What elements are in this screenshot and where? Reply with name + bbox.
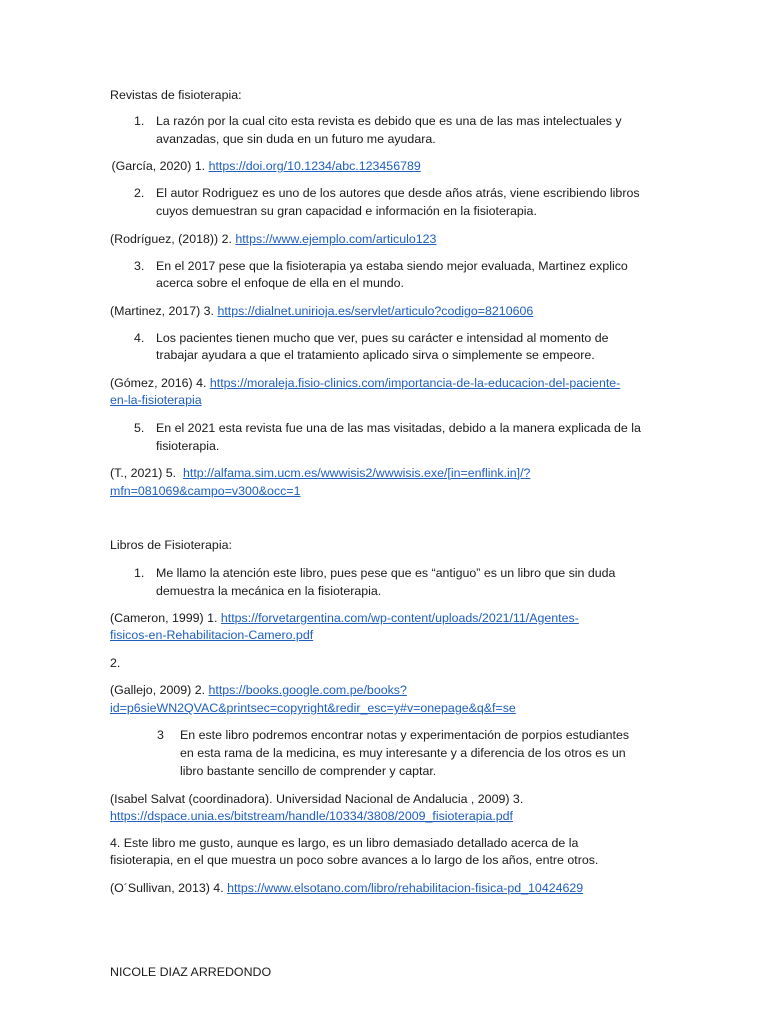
rev5-cite-text: (T., 2021) 5. (110, 466, 183, 480)
rev2-citation (110, 231, 436, 248)
lib2-link-part1[interactable]: https://books.google.com.pe/books? (208, 683, 407, 697)
rev4-link-line2 (110, 392, 202, 409)
rev4-cite-text: (Gómez, 2016) 4. (110, 376, 210, 390)
rev5-citation (110, 465, 530, 482)
lib1-link-line2 (110, 627, 313, 644)
lib1-link-part2[interactable]: fisicos-en-Rehabilitacion-Camero.pdf (110, 628, 314, 642)
rev4-line1: Los pacientes tienen mucho que ver, pues su carácter e intensidad al momento de (156, 331, 609, 345)
lib2-citation (110, 682, 407, 699)
lib2-cite-text: (Gallejo, 2009) 2. (110, 683, 209, 697)
lib4-line2: fisioterapia, en el que muestra un poco sobre avances a lo largo de los años, entre otros. (110, 853, 599, 867)
lib1-citation (110, 610, 579, 627)
rev3-line2: acerca sobre el enfoque de ella en el mundo. (156, 276, 404, 290)
lib3-link-line (110, 808, 513, 825)
rev5-line1: En el 2021 esta revista fue una de las mas visitadas, debido a la manera explicada de la (156, 421, 641, 435)
lib3-number: 3 (157, 728, 164, 742)
rev2-line1: El autor Rodriguez es uno de los autores que desde años atrás, viene escribiendo libros (156, 186, 640, 200)
lib1-line2: demuestra la mecánica en la fisioterapia. (156, 584, 382, 598)
rev2-number: 2. (134, 186, 145, 200)
lib1-link-part1[interactable]: https://forvetargentina.com/wp-content/uploads/2021/11/Agentes- (220, 611, 579, 625)
rev1-link[interactable]: https://doi.org/10.1234/abc.123456789 (208, 159, 421, 173)
author-footer: NICOLE DIAZ ARREDONDO (110, 965, 272, 979)
revistas-heading: Revistas de fisioterapia: (110, 88, 242, 102)
rev5-line2: fisioterapia. (156, 439, 220, 453)
rev4-number: 4. (134, 331, 145, 345)
rev2-cite-text: (Rodríguez, (2018)) 2. (110, 232, 236, 246)
lib4-link[interactable]: https://www.elsotano.com/libro/rehabilitacion-fisica-pd_10424629 (227, 881, 584, 895)
lib3-line1: En este libro podremos encontrar notas y experimentación de porpios estudiantes (180, 728, 630, 742)
rev5-number: 5. (134, 421, 145, 435)
lib4-cite-text: (O´Sullivan, 2013) 4. (110, 881, 228, 895)
lib1-line1: Me llamo la atención este libro, pues pese que es “antiguo” es un libro que sin duda (156, 566, 616, 580)
rev5-link-part1[interactable]: http://alfama.sim.ucm.es/wwwisis2/wwwisis.exe/[in=enflink.in]/? (183, 466, 531, 480)
rev1-number: 1. (134, 114, 145, 128)
lib1-number: 1. (134, 566, 145, 580)
lib2-number: 2. (110, 656, 121, 670)
rev3-number: 3. (134, 259, 145, 273)
rev3-line1: En el 2017 pese que la fisioterapia ya estaba siendo mejor evaluada, Martinez explico (156, 259, 628, 273)
rev3-cite-text: (Martinez, 2017) 3. (110, 304, 218, 318)
rev1-line1: La razón por la cual cito esta revista es debido que es una de las mas intelectuales y (156, 114, 622, 128)
lib3-line3: libro bastante sencillo de comprender y captar. (180, 764, 437, 778)
rev3-link[interactable]: https://dialnet.unirioja.es/servlet/articulo?codigo=8210606 (217, 304, 534, 318)
lib4-line1: 4. Este libro me gusto, aunque es largo, es un libro demasiado detallado acerca de la (110, 836, 579, 850)
rev4-citation (110, 375, 620, 392)
rev1-line2: avanzadas, que sin duda en un futuro me ayudara. (156, 132, 436, 146)
lib3-line2: en esta rama de la medicina, es muy interesante y a diferencia de los otros es un (180, 746, 626, 760)
lib2-link-line2 (110, 700, 516, 717)
rev2-line2: cuyos demuestran su gran capacidad e información en la fisioterapia. (156, 204, 537, 218)
lib3-link[interactable]: https://dspace.unia.es/bitstream/handle/10334/3808/2009_fisioterapia.pdf (110, 809, 513, 823)
rev1-citation (108, 158, 421, 175)
rev4-link-part1[interactable]: https://moraleja.fisio-clinics.com/importancia-de-la-educacion-del-paciente- (209, 376, 621, 390)
lib4-citation (110, 880, 583, 897)
rev1-cite-text: (García, 2020) 1. (108, 159, 209, 173)
lib2-link-part2[interactable]: id=p6sieWN2QVAC&printsec=copyright&redir_esc=y#v=onepage&q&f=se (110, 701, 516, 715)
lib1-cite-text: (Cameron, 1999) 1. (110, 611, 221, 625)
rev4-line2: trabajar ayudara a que el tratamiento aplicado sirva o simplemente se empeore. (156, 348, 595, 362)
libros-heading: Libros de Fisioterapia: (110, 538, 232, 552)
rev2-link[interactable]: https://www.ejemplo.com/articulo123 (235, 232, 437, 246)
lib3-citation: (Isabel Salvat (coordinadora). Universidad Nacional de Andalucia , 2009) 3. (110, 792, 524, 806)
rev5-link-line2 (110, 483, 300, 500)
rev5-link-part2[interactable]: mfn=081069&campo=v300&occ=1 (110, 484, 301, 498)
rev4-link-part2[interactable]: en-la-fisioterapia (110, 393, 202, 407)
rev3-citation (110, 303, 533, 320)
